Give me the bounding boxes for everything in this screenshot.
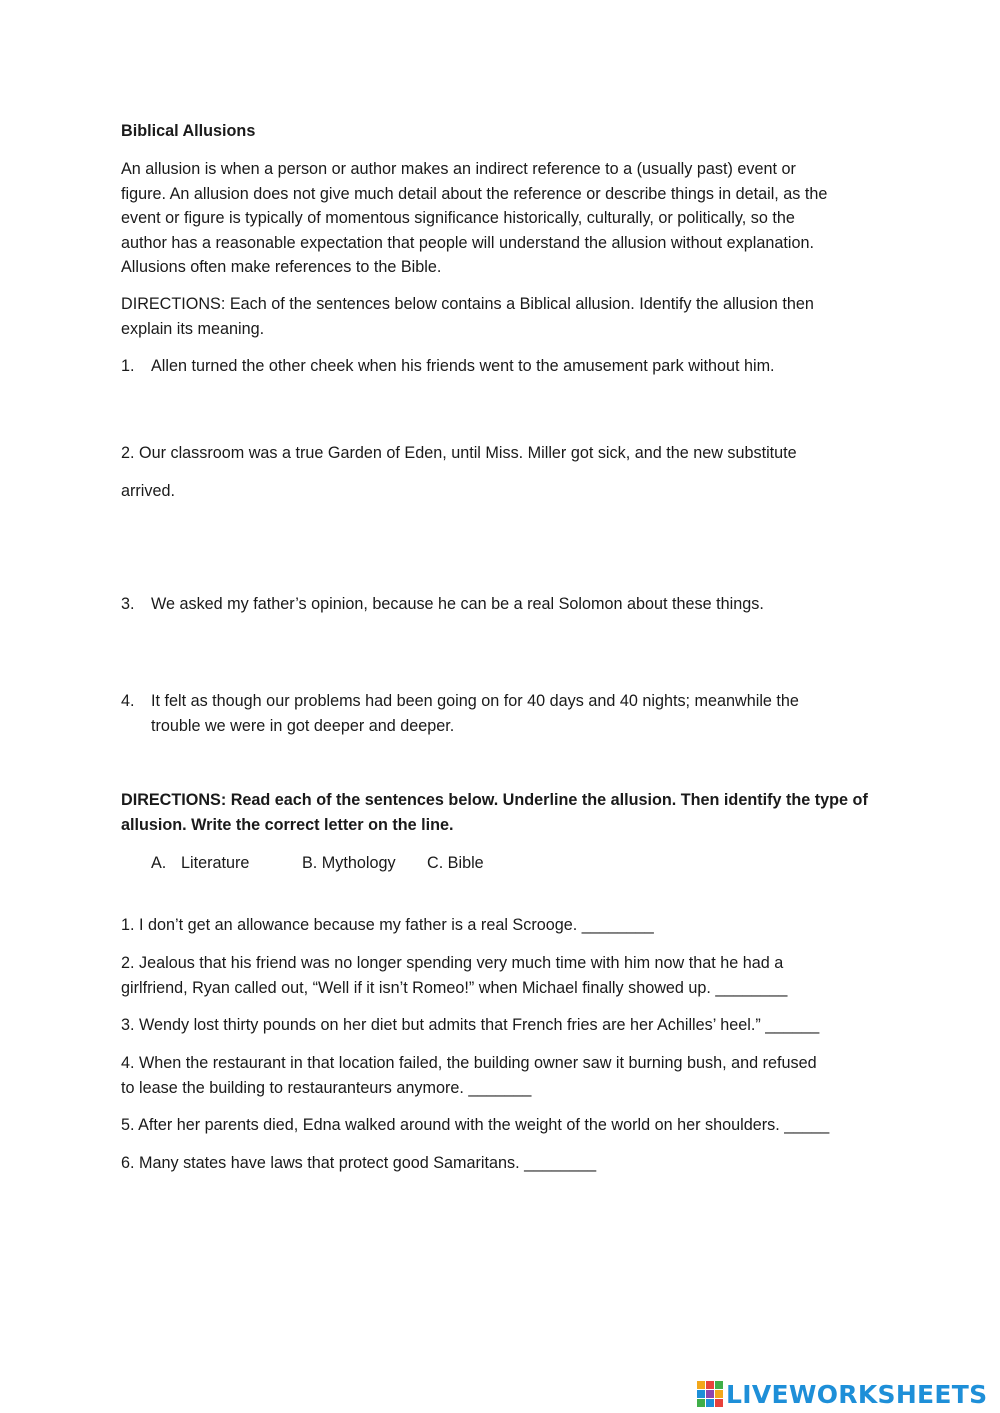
question-line: 4. When the restaurant in that location failed, the building owner saw it burning bush, and refused xyxy=(121,1054,817,1072)
directions-line: DIRECTIONS: Each of the sentences below contains a Biblical allusion. Identify the allusion then xyxy=(121,295,814,313)
question-line: to lease the building to restauranteurs anymore. _______ xyxy=(121,1078,532,1097)
intro-line: author has a reasonable expectation that people will understand the allusion without explanation. xyxy=(121,233,814,252)
intro-line: An allusion is when a person or author makes an indirect reference to a (usually past) event or xyxy=(121,160,796,178)
intro-line: Allusions often make references to the Bible. xyxy=(121,258,442,276)
intro-line: event or figure is typically of momentous significance historically, culturally, or politically, so the xyxy=(121,209,795,227)
logo-tile xyxy=(697,1381,705,1389)
logo-tile xyxy=(706,1399,714,1407)
item-text: Allen turned the other cheek when his friends went to the amusement park without him. xyxy=(151,357,775,375)
item-text: 2. Our classroom was a true Garden of Eden, until Miss. Miller got sick, and the new substitute xyxy=(121,444,797,462)
option-a-letter: A. xyxy=(151,854,167,872)
option-b: B. Mythology xyxy=(302,854,396,872)
directions-line: DIRECTIONS: Read each of the sentences below. Underline the allusion. Then identify the type of xyxy=(121,791,868,809)
item-text: arrived. xyxy=(121,482,175,500)
logo-tile xyxy=(715,1399,723,1407)
logo-text: LIVEWORKSHEETS xyxy=(726,1379,988,1409)
question-line: 3. Wendy lost thirty pounds on her diet but admits that French fries are her Achilles’ heel.” ______ xyxy=(121,1016,820,1034)
intro-line: figure. An allusion does not give much detail about the reference or describe things in detail, as the xyxy=(121,184,828,203)
option-c: C. Bible xyxy=(427,854,484,872)
logo-tile xyxy=(715,1390,723,1398)
question-line: 5. After her parents died, Edna walked around with the weight of the world on her shoulders. _____ xyxy=(121,1116,830,1134)
question-line: 1. I don’t get an allowance because my father is a real Scrooge. ________ xyxy=(121,916,654,934)
item-text: We asked my father’s opinion, because he can be a real Solomon about these things. xyxy=(151,595,764,613)
item-number: 4. xyxy=(121,692,135,710)
question-line: 2. Jealous that his friend was no longer spending very much time with him now that he had a xyxy=(121,954,784,972)
directions-line: explain its meaning. xyxy=(121,319,265,338)
logo-tile xyxy=(697,1390,705,1398)
option-a: Literature xyxy=(181,854,250,872)
logo-tile xyxy=(706,1381,714,1389)
logo-tile xyxy=(715,1381,723,1389)
logo-icon xyxy=(697,1381,723,1407)
question-line: 6. Many states have laws that protect good Samaritans. ________ xyxy=(121,1154,597,1172)
worksheet-title: Biblical Allusions xyxy=(121,122,256,140)
logo-tile xyxy=(697,1399,705,1407)
question-line: girlfriend, Ryan called out, “Well if it isn’t Romeo!” when Michael finally showed up. ________ xyxy=(121,978,788,997)
directions-line: allusion. Write the correct letter on the line. xyxy=(121,815,454,834)
item-text: trouble we were in got deeper and deeper. xyxy=(151,716,455,735)
item-number: 1. xyxy=(121,357,135,375)
logo-tile xyxy=(706,1390,714,1398)
item-text: It felt as though our problems had been going on for 40 days and 40 nights; meanwhile the xyxy=(151,692,799,710)
liveworksheets-logo xyxy=(697,1379,987,1409)
item-number: 3. xyxy=(121,595,135,613)
